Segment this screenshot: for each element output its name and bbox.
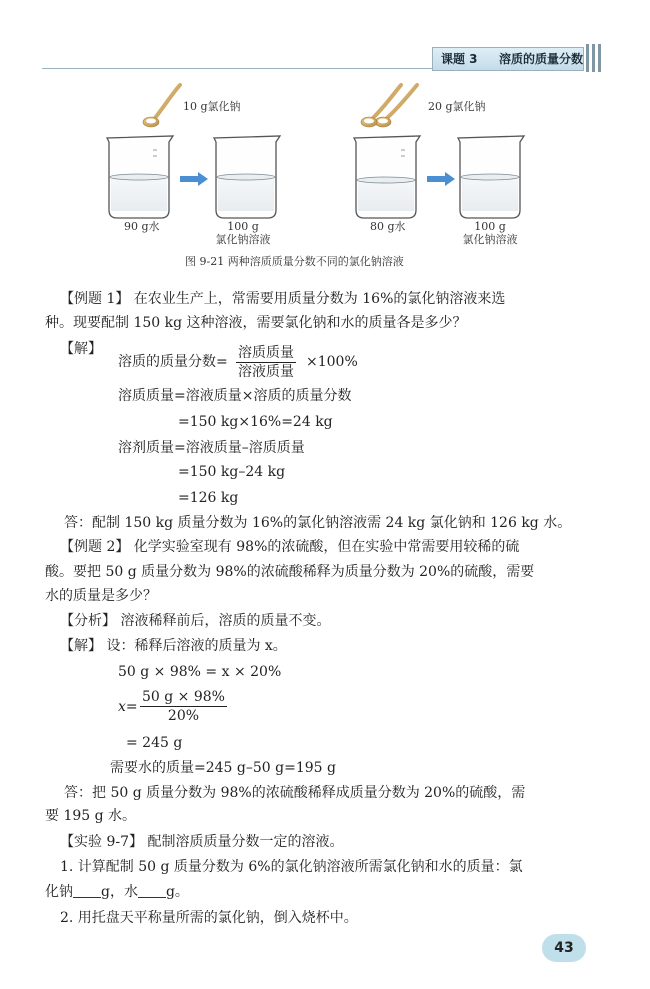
beaker-solution-1 (214, 136, 280, 218)
ex2-line1: 【例题 2】 化学实验室现有 98%的浓硫酸，但在实验中常需要用较稀的硫 (60, 539, 520, 555)
ex1-step5: =126 kg (178, 490, 239, 506)
ex1-formula-right: ×100% (306, 354, 358, 370)
blank-salt (73, 883, 101, 898)
chapter-label: 课题 3 (441, 52, 478, 66)
blank-water (138, 883, 166, 898)
ex1-solution-label: 【解】 (60, 341, 102, 357)
ex1-step1: 溶质质量=溶液质量×溶质的质量分数 (118, 388, 352, 404)
spoon-2 (361, 85, 417, 127)
chapter-title: 溶质的质量分数 (499, 52, 584, 66)
arrow-1 (180, 172, 208, 186)
ex2-answer-1: 答：把 50 g 质量分数为 98%的浓硫酸稀释成质量分数为 20%的硫酸，需 (64, 785, 526, 801)
ex2-analysis: 【分析】 溶液稀释前后，溶质的质量不变。 (60, 613, 331, 629)
exp-title: 【实验 9-7】 配制溶质质量分数一定的溶液。 (60, 834, 344, 850)
label-water-90: 90 g水 (124, 220, 160, 233)
ex2-line3: 水的质量是多少？ (45, 588, 157, 604)
label-salt-10: 10 g氯化钠 (183, 100, 241, 113)
label-solution-1: 100 g 氯化钠溶液 (215, 220, 271, 246)
spoon-1 (143, 85, 180, 127)
beaker-solution-2 (458, 136, 524, 218)
ex1-formula-fraction: 溶质质量 溶液质量 (238, 345, 294, 380)
ex1-line1: 【例题 1】 在农业生产上，常需要用质量分数为 16%的氯化钠溶液来选 (60, 291, 506, 307)
ex2-eq3: = 245 g (126, 735, 183, 751)
beaker-water-80 (354, 136, 420, 218)
ex2-eq1: 50 g × 98% = x × 20% (118, 664, 282, 680)
ex2-x-eq: x= (118, 699, 138, 715)
label-salt-20: 20 g氯化钠 (428, 100, 486, 113)
ex1-formula-left: 溶质的质量分数= (118, 354, 228, 370)
label-solution-2: 100 g 氯化钠溶液 (462, 220, 518, 246)
page-number: 43 (542, 934, 586, 962)
arrow-2 (427, 172, 455, 186)
ex1-step3: 溶剂质量=溶液质量–溶质质量 (118, 440, 305, 456)
ex2-line2: 酸。要把 50 g 质量分数为 98%的浓硫酸稀释为质量分数为 20%的硫酸，需要 (45, 564, 535, 580)
exp-step2: 2. 用托盘天平称量所需的氯化钠，倒入烧杯中。 (60, 910, 358, 926)
running-header (432, 47, 584, 71)
ex1-step2: =150 kg×16%=24 kg (178, 414, 333, 430)
ex1-step4: =150 kg–24 kg (178, 464, 286, 480)
beaker-water-90 (107, 136, 173, 218)
header-decoration (584, 44, 610, 72)
ex2-solution: 【解】 设：稀释后溶液的质量为 x。 (60, 638, 287, 654)
exp-step1-a: 1. 计算配制 50 g 质量分数为 6%的氯化钠溶液所需氯化钠和水的质量：氯 (60, 859, 523, 875)
ex2-fraction: $\frac{50 g \times 98\%}{20\%}$ (142, 689, 225, 724)
label-water-80: 80 g水 (370, 220, 406, 233)
figure-caption: 图 9-21 两种溶质质量分数不同的氯化钠溶液 (185, 255, 404, 268)
ex2-eq4: 需要水的质量=245 g–50 g=195 g (110, 760, 336, 776)
ex2-answer-2: 要 195 g 水。 (45, 808, 137, 824)
ex1-line2: 种。现要配制 150 kg 这种溶液，需要氯化钠和水的质量各是多少？ (45, 315, 467, 331)
exp-step1-b: 化钠 g，水 g。 (45, 884, 189, 900)
ex1-answer: 答：配制 150 kg 质量分数为 16%的氯化钠溶液需 24 kg 氯化钠和 126 kg 水。 (64, 515, 572, 531)
